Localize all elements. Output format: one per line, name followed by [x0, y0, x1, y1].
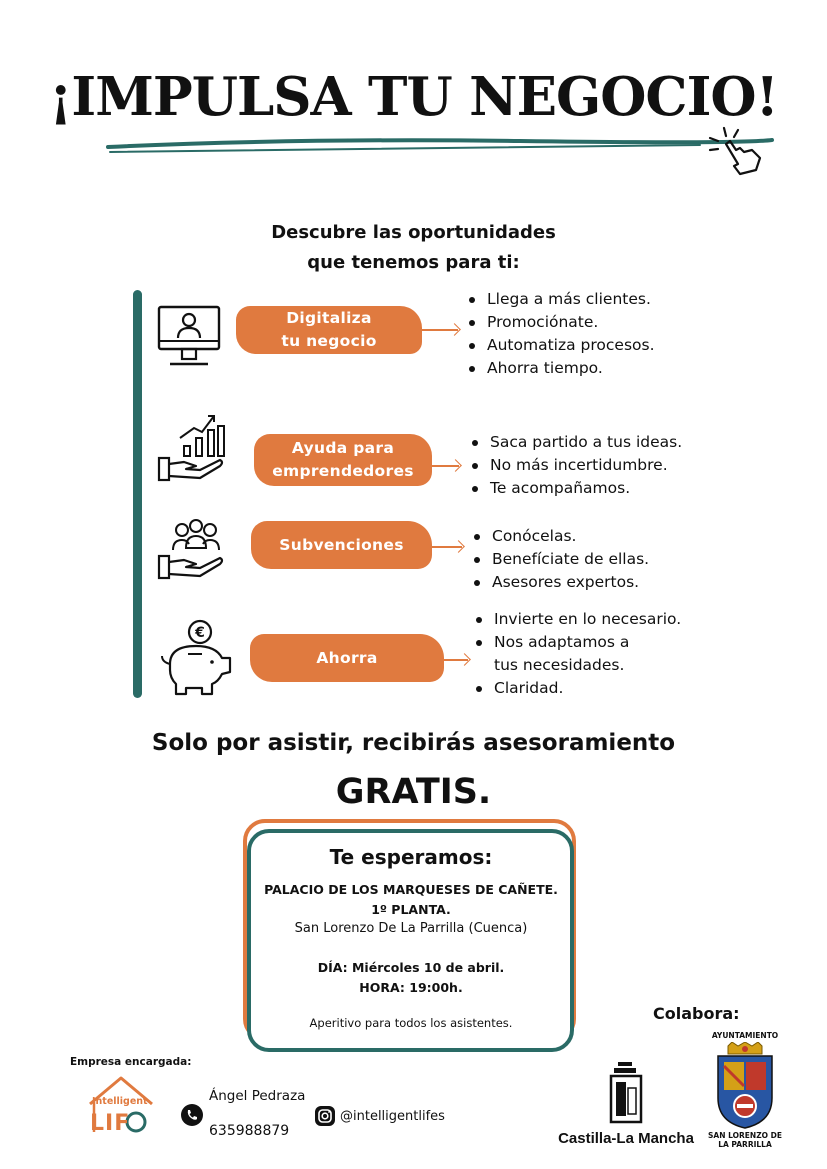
intro-line-1: Descubre las oportunidades	[271, 222, 556, 243]
event-venue	[250, 880, 572, 920]
service-label-line: tu negocio	[281, 332, 377, 350]
service-bullets-ahorra	[473, 608, 681, 700]
service-label-line: Ayuda para	[291, 439, 395, 457]
clm-text: Castilla-La Mancha	[558, 1130, 694, 1147]
service-bullets-subvenciones	[471, 525, 649, 594]
service-label-line: Subvenciones	[279, 535, 404, 554]
service-label-line: emprendedores	[272, 462, 414, 480]
pointer-hand-icon	[704, 124, 766, 180]
list-item: No más incertidumbre.	[469, 454, 682, 477]
ayto-bottom-line-2: LA PARRILLA	[718, 1140, 772, 1149]
event-time: HORA: 19:00h.	[359, 980, 463, 995]
arrow-right-icon	[448, 323, 461, 336]
list-item: Automatiza procesos.	[466, 334, 655, 357]
logo-text-bottom: LIF	[90, 1111, 131, 1136]
promo-text: Solo por asistir, recibirás asesoramiento	[151, 730, 676, 756]
promo-highlight: GRATIS.	[335, 772, 492, 812]
service-label-line: Digitaliza	[286, 309, 372, 327]
list-item-continuation: tus necesidades.	[494, 656, 625, 674]
list-item: Asesores expertos.	[471, 571, 649, 594]
instagram-icon	[314, 1105, 336, 1127]
service-label-subvenciones	[251, 521, 432, 569]
service-bullets-emprendedores	[469, 431, 682, 500]
castilla-la-mancha-logo	[556, 1062, 696, 1152]
intro-line-2: que tenemos para ti:	[307, 252, 520, 273]
phone-number[interactable]: 635988879	[209, 1123, 290, 1139]
contact-name: Ángel Pedraza	[209, 1088, 306, 1104]
service-label-digitaliza	[236, 306, 422, 354]
service-bullets-digitaliza	[466, 288, 655, 380]
list-item: Nos adaptamos a	[473, 631, 681, 654]
list-item: Conócelas.	[471, 525, 649, 548]
arrow-right-icon	[449, 459, 462, 472]
piggy-bank-euro-icon	[156, 618, 238, 700]
castle-crown-icon	[606, 1062, 646, 1126]
service-label-emprendedores	[254, 434, 432, 486]
ayto-bottom-text	[700, 1131, 790, 1149]
logo-text-top: Intelligent	[92, 1096, 148, 1107]
arrow-right-icon	[458, 653, 471, 666]
event-heading: Te esperamos:	[329, 845, 493, 869]
list-item: Llega a más clientes.	[466, 288, 655, 311]
timeline-bar	[133, 290, 142, 698]
venue-line-2: 1º PLANTA.	[371, 902, 451, 917]
list-item: Benefíciate de ellas.	[471, 548, 649, 571]
list-item: Invierte en lo necesario.	[473, 608, 681, 631]
ayto-bottom-line-1: SAN LORENZO DE	[708, 1131, 782, 1140]
group-hand-icon	[156, 518, 228, 582]
phone-icon	[180, 1103, 204, 1127]
venue-line-1: PALACIO DE LOS MARQUESES DE CAÑETE.	[264, 882, 558, 897]
coat-of-arms-icon	[710, 1042, 780, 1130]
instagram-handle[interactable]: @intelligentlifes	[340, 1109, 445, 1124]
arrow-right-icon	[452, 540, 465, 553]
title-underline	[100, 128, 780, 188]
event-datetime	[250, 958, 572, 998]
service-label-line: Ahorra	[316, 648, 378, 667]
monitor-person-icon	[156, 304, 222, 372]
list-item: Saca partido a tus ideas.	[469, 431, 682, 454]
intro-text	[0, 218, 827, 278]
svg-text:€: €	[195, 625, 205, 641]
ayto-top-text: AYUNTAMIENTO	[711, 1031, 779, 1040]
list-item: Claridad.	[473, 677, 681, 700]
list-item: Ahorra tiempo.	[466, 357, 655, 380]
page-title: ¡IMPULSA TU NEGOCIO!	[49, 66, 778, 128]
event-day: DÍA: Miércoles 10 de abril.	[317, 960, 505, 975]
intelligent-life-logo	[86, 1074, 156, 1138]
list-item: Te acompañamos.	[469, 477, 682, 500]
event-note: Aperitivo para todos los asistentes.	[309, 1016, 513, 1030]
event-location: San Lorenzo De La Parrilla (Cuenca)	[294, 921, 528, 936]
service-label-ahorra	[250, 634, 444, 682]
ayuntamiento-crest	[700, 1031, 790, 1151]
list-item: Promociónate.	[466, 311, 655, 334]
company-label: Empresa encargada:	[70, 1056, 192, 1068]
growth-hand-icon	[156, 412, 228, 484]
collab-label: Colabora:	[653, 1004, 740, 1023]
